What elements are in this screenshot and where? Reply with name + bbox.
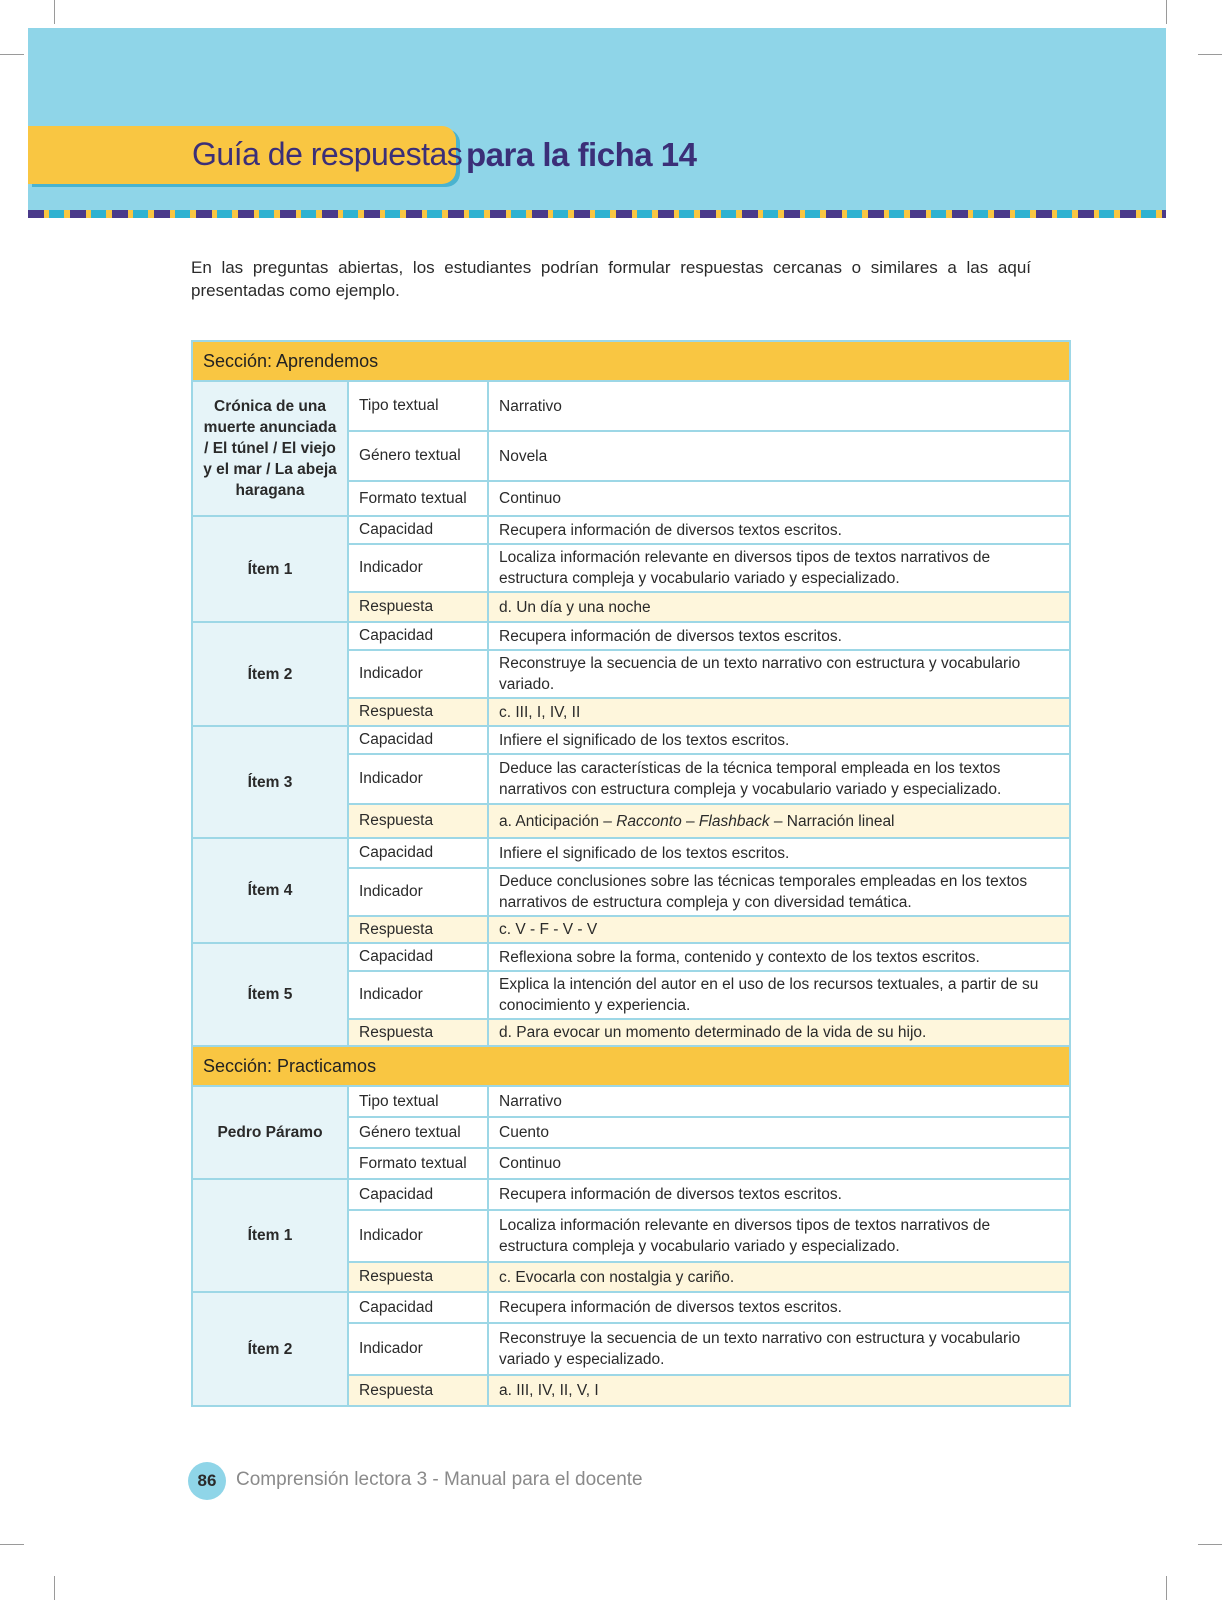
page-title-part1: Guía de respuestas bbox=[192, 136, 463, 172]
crop-mark bbox=[0, 1544, 24, 1545]
header-banner bbox=[28, 28, 1166, 214]
row-label: Capacidad bbox=[348, 1292, 488, 1323]
section-row bbox=[192, 1046, 1070, 1086]
section-row bbox=[192, 341, 1070, 381]
answer-value: c. Evocarla con nostalgia y cariño. bbox=[488, 1262, 1070, 1292]
item-cell: Ítem 5 bbox=[192, 943, 348, 1046]
crop-mark bbox=[1166, 1576, 1167, 1600]
row-label: Capacidad bbox=[348, 516, 488, 544]
answer-text: – bbox=[681, 812, 699, 830]
row-value: Recupera información de diversos textos escritos. bbox=[488, 1292, 1070, 1323]
crop-mark bbox=[1198, 54, 1222, 55]
row-label: Respuesta bbox=[348, 1019, 488, 1046]
answer-value: a. III, IV, II, V, I bbox=[488, 1375, 1070, 1406]
table-row bbox=[192, 1086, 1070, 1117]
answer-text: – Narración lineal bbox=[769, 812, 895, 830]
row-value: Novela bbox=[488, 431, 1070, 481]
table-row bbox=[192, 838, 1070, 868]
answer-value bbox=[488, 804, 1070, 838]
row-value: Continuo bbox=[488, 481, 1070, 516]
crop-mark bbox=[1166, 0, 1167, 24]
row-label: Respuesta bbox=[348, 698, 488, 726]
crop-mark bbox=[1198, 1544, 1222, 1545]
decorative-stripe bbox=[28, 210, 1166, 218]
section-title-aprendemos: Sección: Aprendemos bbox=[192, 341, 1070, 381]
row-label: Respuesta bbox=[348, 592, 488, 622]
row-label: Tipo textual bbox=[348, 1086, 488, 1117]
row-value: Narrativo bbox=[488, 381, 1070, 431]
answer-value: c. V - F - V - V bbox=[488, 916, 1070, 943]
row-label: Indicador bbox=[348, 971, 488, 1019]
row-label: Formato textual bbox=[348, 481, 488, 516]
page-number: 86 bbox=[188, 1462, 226, 1500]
crop-mark bbox=[0, 54, 24, 55]
row-value: Recupera información de diversos textos escritos. bbox=[488, 516, 1070, 544]
row-value: Infiere el significado de los textos escritos. bbox=[488, 838, 1070, 868]
row-label: Indicador bbox=[348, 1210, 488, 1262]
row-label: Indicador bbox=[348, 868, 488, 916]
row-label: Género textual bbox=[348, 431, 488, 481]
row-label: Indicador bbox=[348, 754, 488, 804]
row-value: Recupera información de diversos textos escritos. bbox=[488, 622, 1070, 650]
item-cell: Ítem 1 bbox=[192, 1179, 348, 1292]
answer-value: d. Para evocar un momento determinado de la vida de su hijo. bbox=[488, 1019, 1070, 1046]
answer-value: c. III, I, IV, II bbox=[488, 698, 1070, 726]
row-label: Indicador bbox=[348, 544, 488, 592]
row-value: Reflexiona sobre la forma, contenido y contexto de los textos escritos. bbox=[488, 943, 1070, 971]
text-title-cell: Crónica de una muerte anunciada / El túnel / El viejo y el mar / La abeja haragana bbox=[192, 381, 348, 516]
answer-guide-table bbox=[191, 340, 1071, 1407]
item-cell: Ítem 1 bbox=[192, 516, 348, 622]
text-title-cell: Pedro Páramo bbox=[192, 1086, 348, 1179]
row-value: Narrativo bbox=[488, 1086, 1070, 1117]
row-value: Explica la intención del autor en el uso de los recursos textuales, a partir de su conocimiento y experiencia. bbox=[488, 971, 1070, 1019]
row-label: Respuesta bbox=[348, 916, 488, 943]
table-row bbox=[192, 381, 1070, 431]
table-row bbox=[192, 726, 1070, 754]
item-cell: Ítem 3 bbox=[192, 726, 348, 838]
row-value: Cuento bbox=[488, 1117, 1070, 1148]
row-value: Localiza información relevante en diversos tipos de textos narrativos de estructura compleja y vocabulario variado y especializado. bbox=[488, 1210, 1070, 1262]
row-label: Respuesta bbox=[348, 1262, 488, 1292]
row-value: Reconstruye la secuencia de un texto narrativo con estructura y vocabulario variado y especializado. bbox=[488, 1323, 1070, 1375]
row-value: Reconstruye la secuencia de un texto narrativo con estructura y vocabulario variado. bbox=[488, 650, 1070, 698]
row-value: Deduce conclusiones sobre las técnicas temporales empleadas en los textos narrativos de estructura compleja y con diversidad temática. bbox=[488, 868, 1070, 916]
table-row bbox=[192, 516, 1070, 544]
intro-paragraph: En las preguntas abiertas, los estudiantes podrían formular respuestas cercanas o similares a las aquí presentadas como ejemplo. bbox=[191, 258, 1031, 300]
row-value: Continuo bbox=[488, 1148, 1070, 1179]
row-label: Tipo textual bbox=[348, 381, 488, 431]
item-cell: Ítem 4 bbox=[192, 838, 348, 943]
answer-italic-term: Flashback bbox=[698, 812, 770, 830]
row-label: Capacidad bbox=[348, 1179, 488, 1210]
row-value: Deduce las características de la técnica temporal empleada en los textos narrativos con estructura compleja y vocabulario variado y especializado. bbox=[488, 754, 1070, 804]
row-label: Capacidad bbox=[348, 943, 488, 971]
row-label: Respuesta bbox=[348, 1375, 488, 1406]
table-row bbox=[192, 1292, 1070, 1323]
row-label: Respuesta bbox=[348, 804, 488, 838]
footer-text: Comprensión lectora 3 - Manual para el docente bbox=[236, 1469, 643, 1490]
crop-mark bbox=[54, 0, 55, 24]
answer-italic-term: Racconto bbox=[616, 812, 682, 830]
row-label: Indicador bbox=[348, 650, 488, 698]
table-row bbox=[192, 1179, 1070, 1210]
section-title-practicamos: Sección: Practicamos bbox=[192, 1046, 1070, 1086]
table-row bbox=[192, 943, 1070, 971]
row-value: Recupera información de diversos textos escritos. bbox=[488, 1179, 1070, 1210]
row-label: Capacidad bbox=[348, 726, 488, 754]
row-label: Indicador bbox=[348, 1323, 488, 1375]
item-cell: Ítem 2 bbox=[192, 1292, 348, 1406]
crop-mark bbox=[54, 1576, 55, 1600]
row-value: Localiza información relevante en diversos tipos de textos narrativos de estructura compleja y vocabulario variado y especializado. bbox=[488, 544, 1070, 592]
row-label: Capacidad bbox=[348, 622, 488, 650]
answer-text: a. Anticipación – bbox=[499, 812, 617, 830]
row-label: Género textual bbox=[348, 1117, 488, 1148]
page-title-part2: para la ficha 14 bbox=[466, 136, 697, 173]
row-label: Capacidad bbox=[348, 838, 488, 868]
item-cell: Ítem 2 bbox=[192, 622, 348, 726]
row-value: Infiere el significado de los textos escritos. bbox=[488, 726, 1070, 754]
table-row bbox=[192, 622, 1070, 650]
row-label: Formato textual bbox=[348, 1148, 488, 1179]
answer-value: d. Un día y una noche bbox=[488, 592, 1070, 622]
